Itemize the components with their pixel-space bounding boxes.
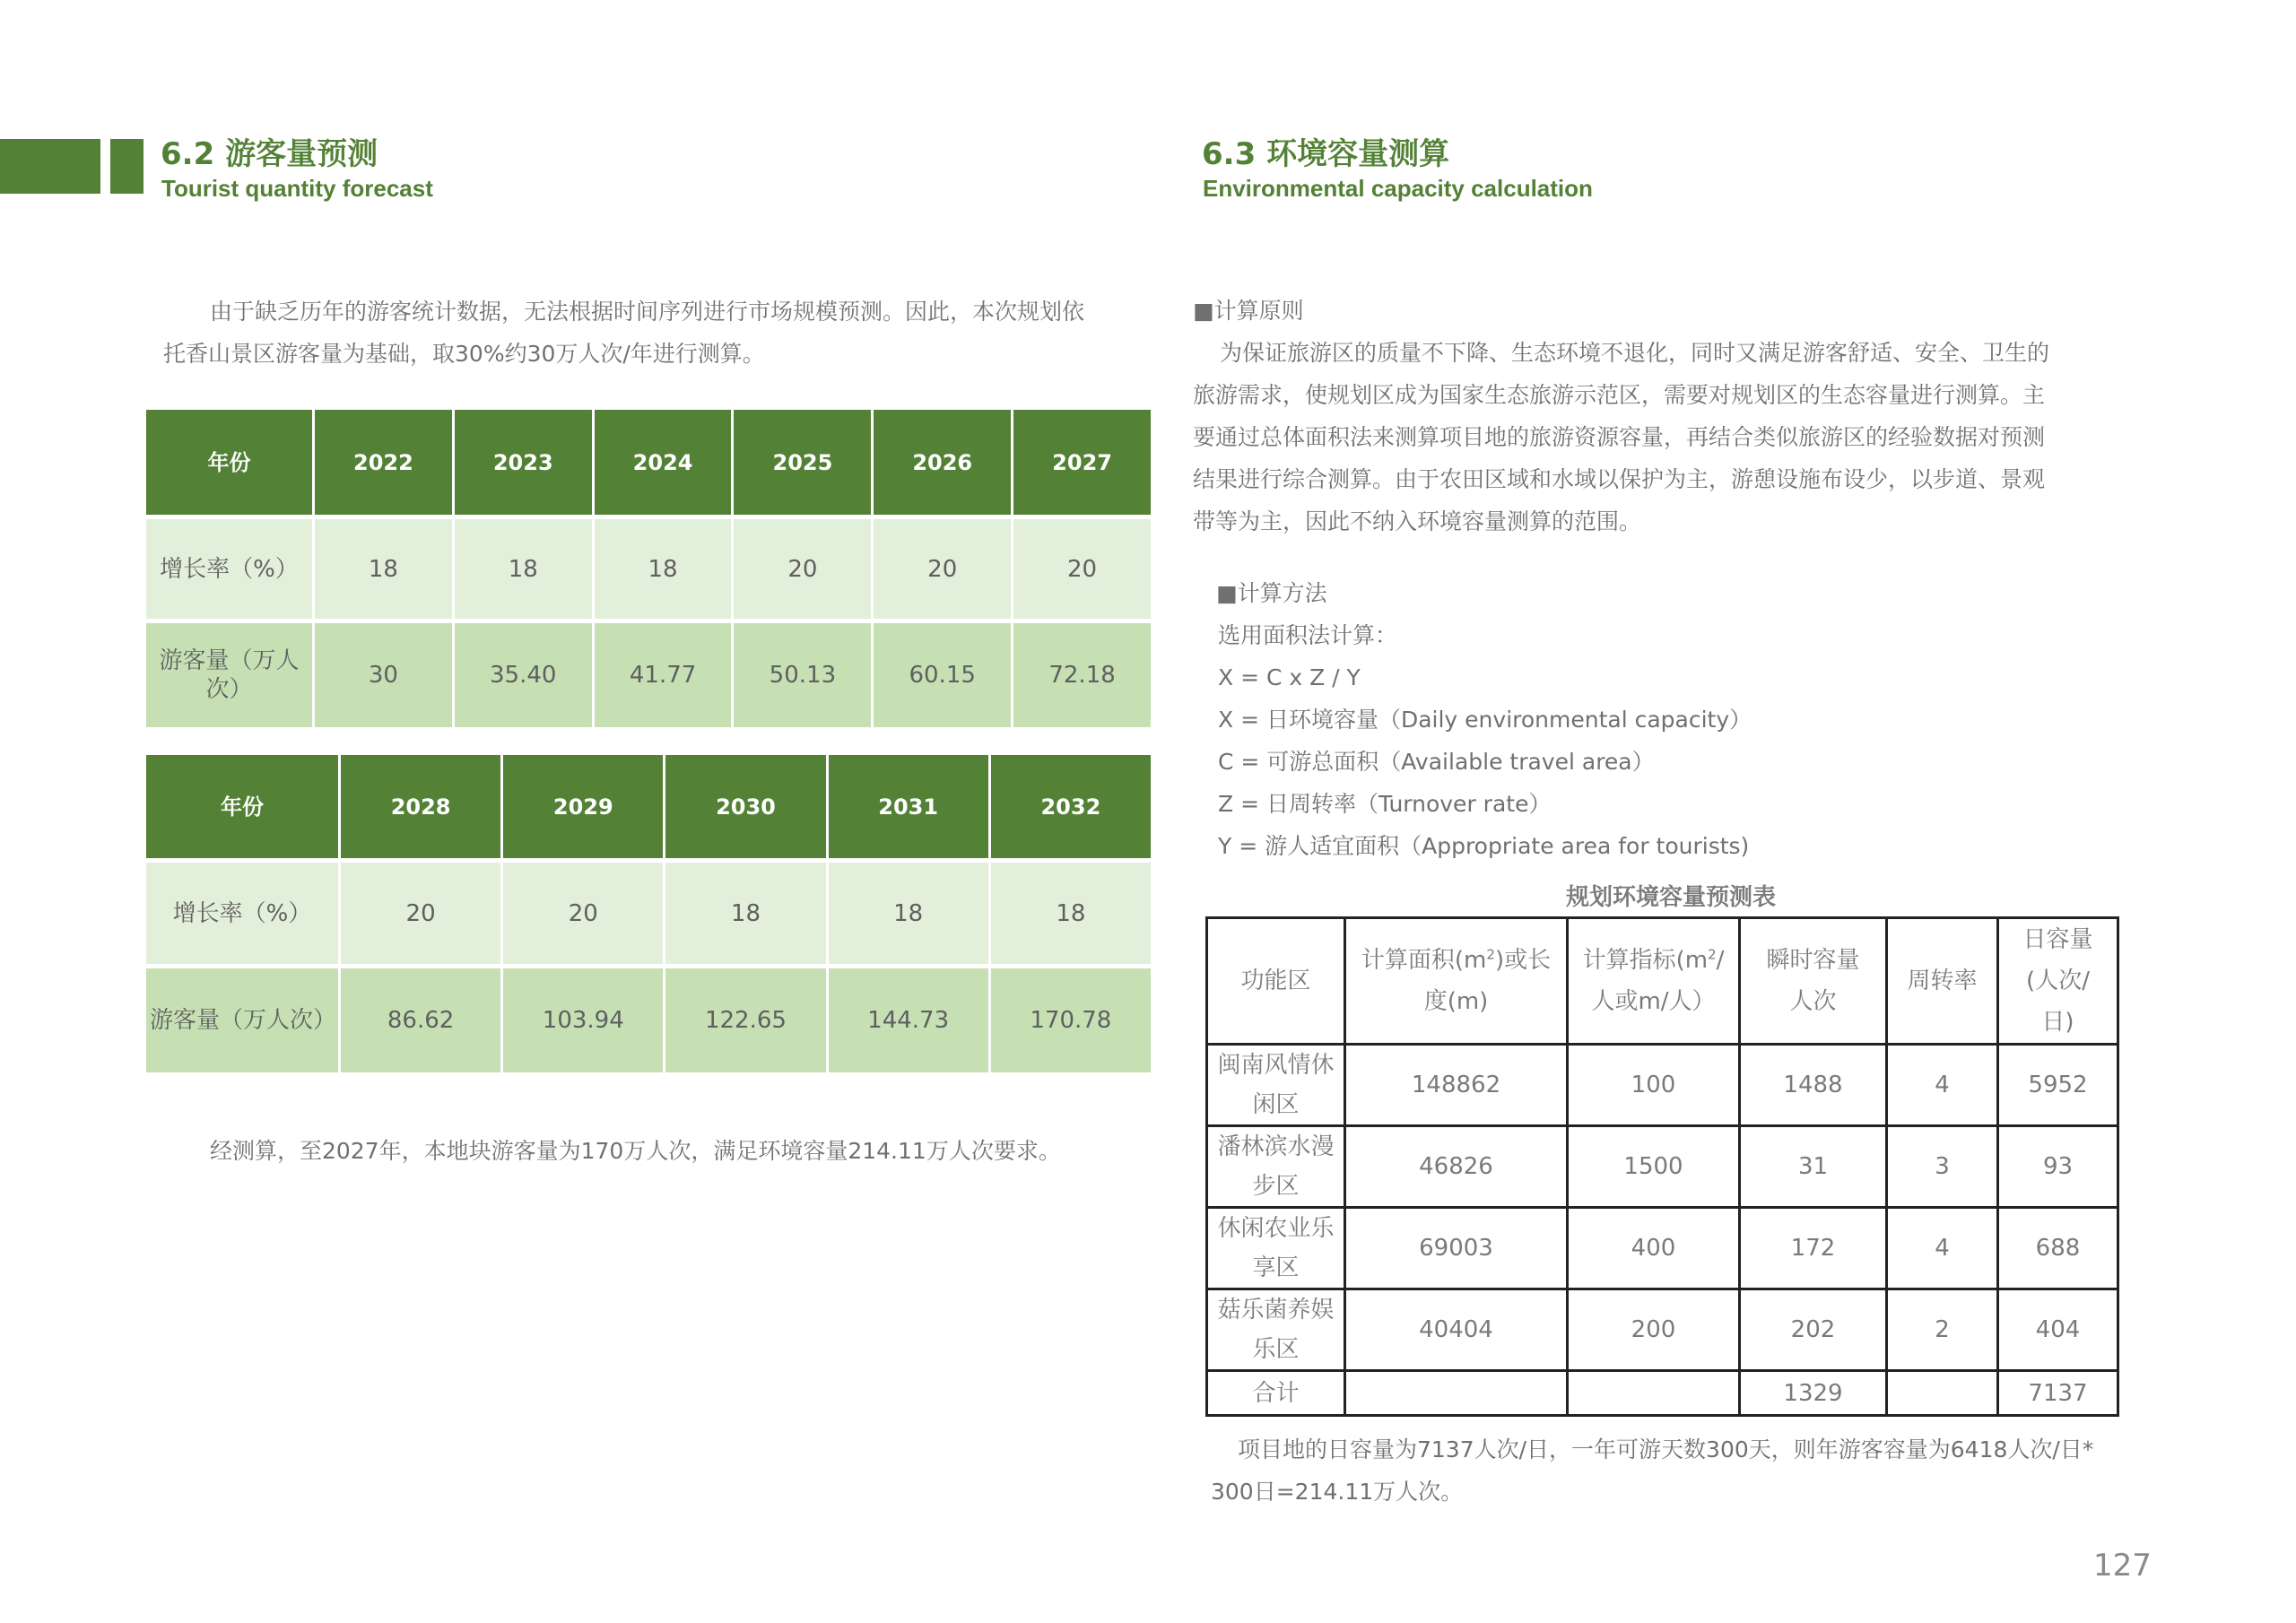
table-cell: 60.15 xyxy=(874,623,1011,727)
total-area xyxy=(1345,1371,1568,1416)
table-cell: 30 xyxy=(315,623,452,727)
daily-value: 93 xyxy=(1998,1126,2118,1208)
capacity-header-row xyxy=(1207,918,2118,1045)
table-cell: 20 xyxy=(341,863,500,964)
summary-line-2: 300日=214.11万人次。 xyxy=(1211,1479,1464,1505)
intro-line-2: 托香山景区游客量为基础，取30%约30万人次/年进行测算。 xyxy=(163,341,765,367)
zone-name: 闽南风情休闲区 xyxy=(1207,1045,1345,1126)
header-area: 计算面积$(m^2)$或长度(m) xyxy=(1345,918,1568,1045)
index-value: 1500 xyxy=(1568,1126,1740,1208)
table-cell: 18 xyxy=(665,863,825,964)
table-row-visitors xyxy=(146,623,1151,727)
instant-value: 1488 xyxy=(1740,1045,1887,1126)
instant-value: 172 xyxy=(1740,1208,1887,1289)
daily-value: 5952 xyxy=(1998,1045,2118,1126)
capacity-table-title: 规划环境容量预测表 xyxy=(1566,884,1777,911)
formula-definition-c: C = 可游总面积（Available travel area） xyxy=(1218,749,1655,775)
header-cell: 2022 xyxy=(315,410,452,515)
section-title-cn: 6.3 环境容量测算 xyxy=(1202,136,1450,172)
header-cell: 2030 xyxy=(665,755,825,858)
area-value: 69003 xyxy=(1345,1208,1568,1289)
zone-name: 潘林滨水漫步区 xyxy=(1207,1126,1345,1208)
capacity-summary xyxy=(1211,1428,2093,1513)
header-cell: 年份 xyxy=(146,755,338,858)
table-cell: 18 xyxy=(595,519,732,619)
table-cell: 103.94 xyxy=(503,968,663,1072)
instant-value: 202 xyxy=(1740,1289,1887,1371)
table-row xyxy=(1207,1208,2118,1289)
header-index: 计算指标($m^2/$人或m/人） xyxy=(1568,918,1740,1045)
principle-line: 结果进行综合测算。由于农田区域和水域以保护为主，游憩设施布设少，以步道、景观 xyxy=(1193,466,2046,492)
table-cell: 50.13 xyxy=(734,623,871,727)
header-cell: 2025 xyxy=(734,410,871,515)
method-line: 选用面积法计算： xyxy=(1218,622,1398,648)
formula-definition-x: X = 日环境容量（Daily environmental capacity） xyxy=(1218,707,1752,733)
total-daily: 7137 xyxy=(1998,1371,2118,1416)
table-cell: 18 xyxy=(991,863,1151,964)
header-cell: 年份 xyxy=(146,410,312,515)
turnover-value: 4 xyxy=(1887,1208,1998,1289)
table-row xyxy=(1207,1289,2118,1371)
section-title-cn: 6.2 游客量预测 xyxy=(161,136,378,172)
row-label: 增长率（%） xyxy=(146,519,312,619)
table-row xyxy=(1207,1045,2118,1126)
daily-value: 688 xyxy=(1998,1208,2118,1289)
index-value: 100 xyxy=(1568,1045,1740,1126)
turnover-value: 2 xyxy=(1887,1289,1998,1371)
formula-definition-y: Y = 游人适宜面积（Appropriate area for tourists) xyxy=(1218,833,1750,859)
formula-definition-z: Z = 日周转率（Turnover rate） xyxy=(1218,791,1552,817)
zone-name: 休闲农业乐享区 xyxy=(1207,1208,1345,1289)
summary-line-1: 项目地的日容量为7137人次/日，一年可游天数300天，则年游客容量为6418人次/日* xyxy=(1238,1436,2094,1462)
area-value: 46826 xyxy=(1345,1126,1568,1208)
table-cell: 170.78 xyxy=(991,968,1151,1072)
principle-line: 旅游需求，使规划区成为国家生态旅游示范区，需要对规划区的生态容量进行测算。主 xyxy=(1193,382,2046,408)
table-header-row xyxy=(146,410,1151,515)
intro-paragraph xyxy=(163,291,1159,375)
principle-line: 为保证旅游区的质量不下降、生态环境不退化，同时又满足游客舒适、安全、卫生的 xyxy=(1220,340,2050,366)
header-daily: 日容量(人次/日) xyxy=(1998,918,2118,1045)
table-cell: 41.77 xyxy=(595,623,732,727)
total-instant: 1329 xyxy=(1740,1371,1887,1416)
table-cell: 18 xyxy=(829,863,988,964)
table-row-visitors xyxy=(146,968,1151,1072)
row-label: 游客量（万人次） xyxy=(146,968,338,1072)
section-title-en: Environmental capacity calculation xyxy=(1203,175,1593,202)
header-cell: 2023 xyxy=(455,410,592,515)
table-total-row xyxy=(1207,1371,2118,1416)
forecast-table-2028-2032 xyxy=(144,755,1153,1072)
row-label: 增长率（%） xyxy=(146,863,338,964)
total-index xyxy=(1568,1371,1740,1416)
area-value: 40404 xyxy=(1345,1289,1568,1371)
index-value: 400 xyxy=(1568,1208,1740,1289)
header-cell: 2032 xyxy=(991,755,1151,858)
table-cell: 20 xyxy=(1013,519,1151,619)
principle-paragraph xyxy=(1193,332,2126,542)
method-title: ■计算方法 xyxy=(1216,580,1327,606)
table-cell: 144.73 xyxy=(829,968,988,1072)
header-cell: 2028 xyxy=(341,755,500,858)
table-row-growth xyxy=(146,863,1151,964)
forecast-conclusion: 经测算，至2027年，本地块游客量为170万人次，满足环境容量214.11万人次要求。 xyxy=(210,1138,1061,1164)
principle-title: ■计算原则 xyxy=(1193,298,1304,324)
zone-name: 菇乐菌养娱乐区 xyxy=(1207,1289,1345,1371)
row-label: 游客量（万人次） xyxy=(146,623,312,727)
principle-line: 要通过总体面积法来测算项目地的旅游资源容量，再结合类似旅游区的经验数据对预测 xyxy=(1193,424,2046,450)
table-cell: 122.65 xyxy=(665,968,825,1072)
table-cell: 20 xyxy=(503,863,663,964)
index-value: 200 xyxy=(1568,1289,1740,1371)
table-row xyxy=(1207,1126,2118,1208)
header-cell: 2029 xyxy=(503,755,663,858)
total-label: 合计 xyxy=(1207,1371,1345,1416)
turnover-value: 4 xyxy=(1887,1045,1998,1126)
table-cell: 18 xyxy=(315,519,452,619)
forecast-table-2022-2027 xyxy=(144,410,1153,727)
table-cell: 35.40 xyxy=(455,623,592,727)
table-header-row xyxy=(146,755,1151,858)
method-lines xyxy=(1218,614,1752,867)
section-title-en: Tourist quantity forecast xyxy=(161,175,433,202)
capacity-table xyxy=(1205,916,2119,1417)
formula-line: X = C x Z / Y xyxy=(1218,664,1361,690)
header-cell: 2024 xyxy=(595,410,732,515)
header-cell: 2026 xyxy=(874,410,1011,515)
instant-value: 31 xyxy=(1740,1126,1887,1208)
table-cell: 18 xyxy=(455,519,592,619)
table-cell: 20 xyxy=(874,519,1011,619)
section-marker-bar-large xyxy=(0,139,100,194)
table-row-growth xyxy=(146,519,1151,619)
table-cell: 86.62 xyxy=(341,968,500,1072)
header-instant: 瞬时容量人次 xyxy=(1740,918,1887,1045)
turnover-value: 3 xyxy=(1887,1126,1998,1208)
daily-value: 404 xyxy=(1998,1289,2118,1371)
table-cell: 20 xyxy=(734,519,871,619)
total-turnover xyxy=(1887,1371,1998,1416)
header-turnover: 周转率 xyxy=(1887,918,1998,1045)
intro-line-1: 由于缺乏历年的游客统计数据，无法根据时间序列进行市场规模预测。因此，本次规划依 xyxy=(210,299,1085,325)
header-zone: 功能区 xyxy=(1207,918,1345,1045)
area-value: 148862 xyxy=(1345,1045,1568,1126)
page-number: 127 xyxy=(2093,1548,2152,1584)
header-cell: 2027 xyxy=(1013,410,1151,515)
principle-line: 带等为主，因此不纳入环境容量测算的范围。 xyxy=(1193,508,1642,534)
section-marker-bar-small xyxy=(110,139,144,194)
table-cell: 72.18 xyxy=(1013,623,1151,727)
header-cell: 2031 xyxy=(829,755,988,858)
